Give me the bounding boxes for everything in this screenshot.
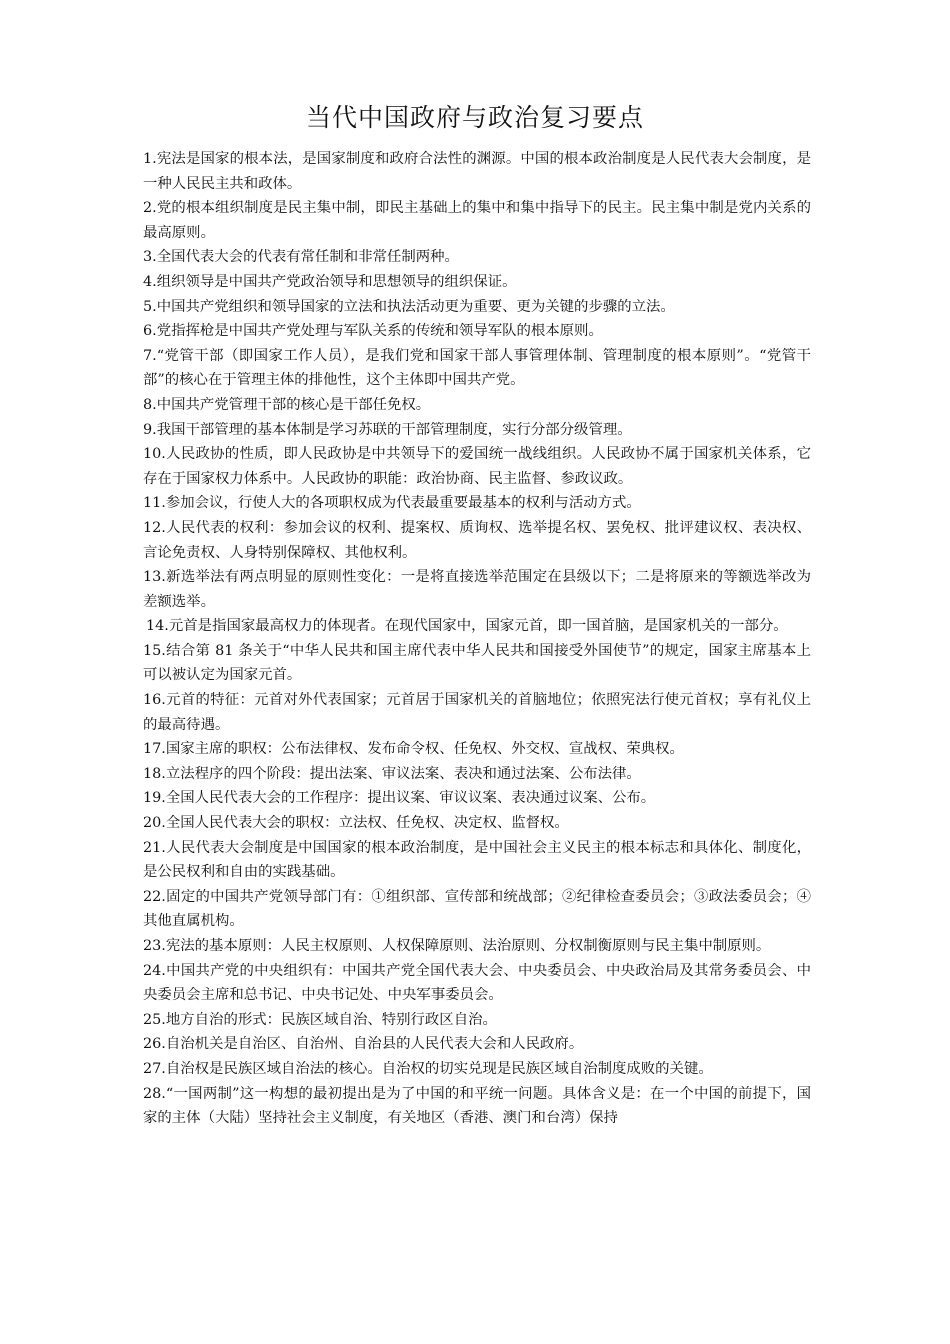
document-body — [143, 147, 811, 1131]
list-item: 15.结合第 81 条关于“中华人民共和国主席代表中华人民共和国接受外国使节”的规定，国家主席基本上可以被认定为国家元首。 — [143, 642, 811, 684]
list-item: 9.我国干部管理的基本体制是学习苏联的干部管理制度，实行分部分级管理。 — [143, 421, 632, 438]
list-item: 6.党指挥枪是中国共产党处理与军队关系的传统和领导军队的根本原则。 — [143, 323, 603, 340]
list-item: 13.新选举法有两点明显的原则性变化：一是将直接选举范围定在县级以下；二是将原来的等额选举改为差额选举。 — [143, 569, 811, 610]
list-item: 10.人民政协的性质，即人民政协是中共领导下的爱国统一战线组织。人民政协不属于国家机关体系，它存在于国家权力体系中。人民政协的职能：政治协商、民主监督、参政议政。 — [143, 446, 811, 487]
list-item: 26.自治机关是自治区、自治州、自治县的人民代表大会和人民政府。 — [143, 1036, 584, 1053]
list-item: 27.自治权是民族区域自治法的核心。自治权的切实兑现是民族区域自治制度成败的关键。 — [143, 1060, 713, 1077]
list-item: 1.宪法是国家的根本法，是国家制度和政府合法性的渊源。中国的根本政治制度是人民代表大会制度，是一种人民民主共和政体。 — [143, 151, 811, 192]
list-item: 7.“党管干部（即国家工作人员），是我们党和国家干部人事管理体制、管理制度的根本原则”。“党管干部”的核心在于管理主体的排他性，这个主体即中国共产党。 — [143, 347, 811, 389]
list-item: 5.中国共产党组织和领导国家的立法和执法活动更为重要、更为关键的步骤的立法。 — [143, 298, 675, 315]
list-item: 28.“一国两制”这一构想的最初提出是为了中国的和平统一问题。具体含义是：在一个中国的前提下，国家的主体（大陆）坚持社会主义制度，有关地区（香港、澳门和台湾）保持 — [143, 1085, 811, 1127]
list-item: 24.中国共产党的中央组织有：中国共产党全国代表大会、中央委员会、中央政治局及其常务委员会、中央委员会主席和总书记、中央书记处、中央军事委员会。 — [143, 962, 811, 1004]
list-item: 4.组织领导是中国共产党政治领导和思想领导的组织保证。 — [143, 273, 517, 290]
list-item: 2.党的根本组织制度是民主集中制，即民主基础上的集中和集中指导下的民主。民主集中制是党内关系的最高原则。 — [143, 200, 811, 241]
list-item: 25.地方自治的形式：民族区域自治、特别行政区自治。 — [143, 1011, 497, 1028]
list-item: 22.固定的中国共产党领导部门有：①组织部、宣传部和统战部；②纪律检查委员会；③政法委员会；④其他直属机构。 — [143, 888, 811, 930]
list-item: 14.元首是指国家最高权力的体现者。在现代国家中，国家元首，即一国首脑，是国家机关的一部分。 — [146, 618, 788, 635]
list-item: 19.全国人民代表大会的工作程序：提出议案、审议议案、表决通过议案、公布。 — [143, 790, 656, 807]
list-item: 17.国家主席的职权：公布法律权、发布命令权、任免权、外交权、宣战权、荣典权。 — [143, 741, 684, 758]
list-item: 23.宪法的基本原则：人民主权原则、人权保障原则、法治原则、分权制衡原则与民主集中制原则。 — [143, 938, 771, 954]
document-title: 当代中国政府与政治复习要点 — [305, 103, 644, 132]
list-item: 3.全国代表大会的代表有常任制和非常任制两种。 — [143, 249, 459, 266]
list-item: 11.参加会议，行使人大的各项职权成为代表最重要最基本的权利与活动方式。 — [143, 495, 641, 512]
list-item: 12.人民代表的权利：参加会议的权利、提案权、质询权、选举提名权、罢免权、批评建议权、表决权、言论免责权、人身特别保障权、其他权利。 — [143, 519, 811, 561]
list-item: 20.全国人民代表大会的职权：立法权、任免权、决定权、监督权。 — [143, 815, 569, 832]
list-item: 16.元首的特征：元首对外代表国家；元首居于国家机关的首脑地位；依照宪法行使元首权；享有礼仪上的最高待遇。 — [143, 692, 811, 733]
list-item: 18.立法程序的四个阶段：提出法案、审议法案、表决和通过法案、公布法律。 — [143, 765, 641, 782]
list-item: 8.中国共产党管理干部的核心是干部任免权。 — [143, 396, 431, 413]
list-item: 21.人民代表大会制度是中国国家的根本政治制度，是中国社会主义民主的根本标志和具体化、制度化，是公民权利和自由的实践基础。 — [143, 839, 811, 881]
